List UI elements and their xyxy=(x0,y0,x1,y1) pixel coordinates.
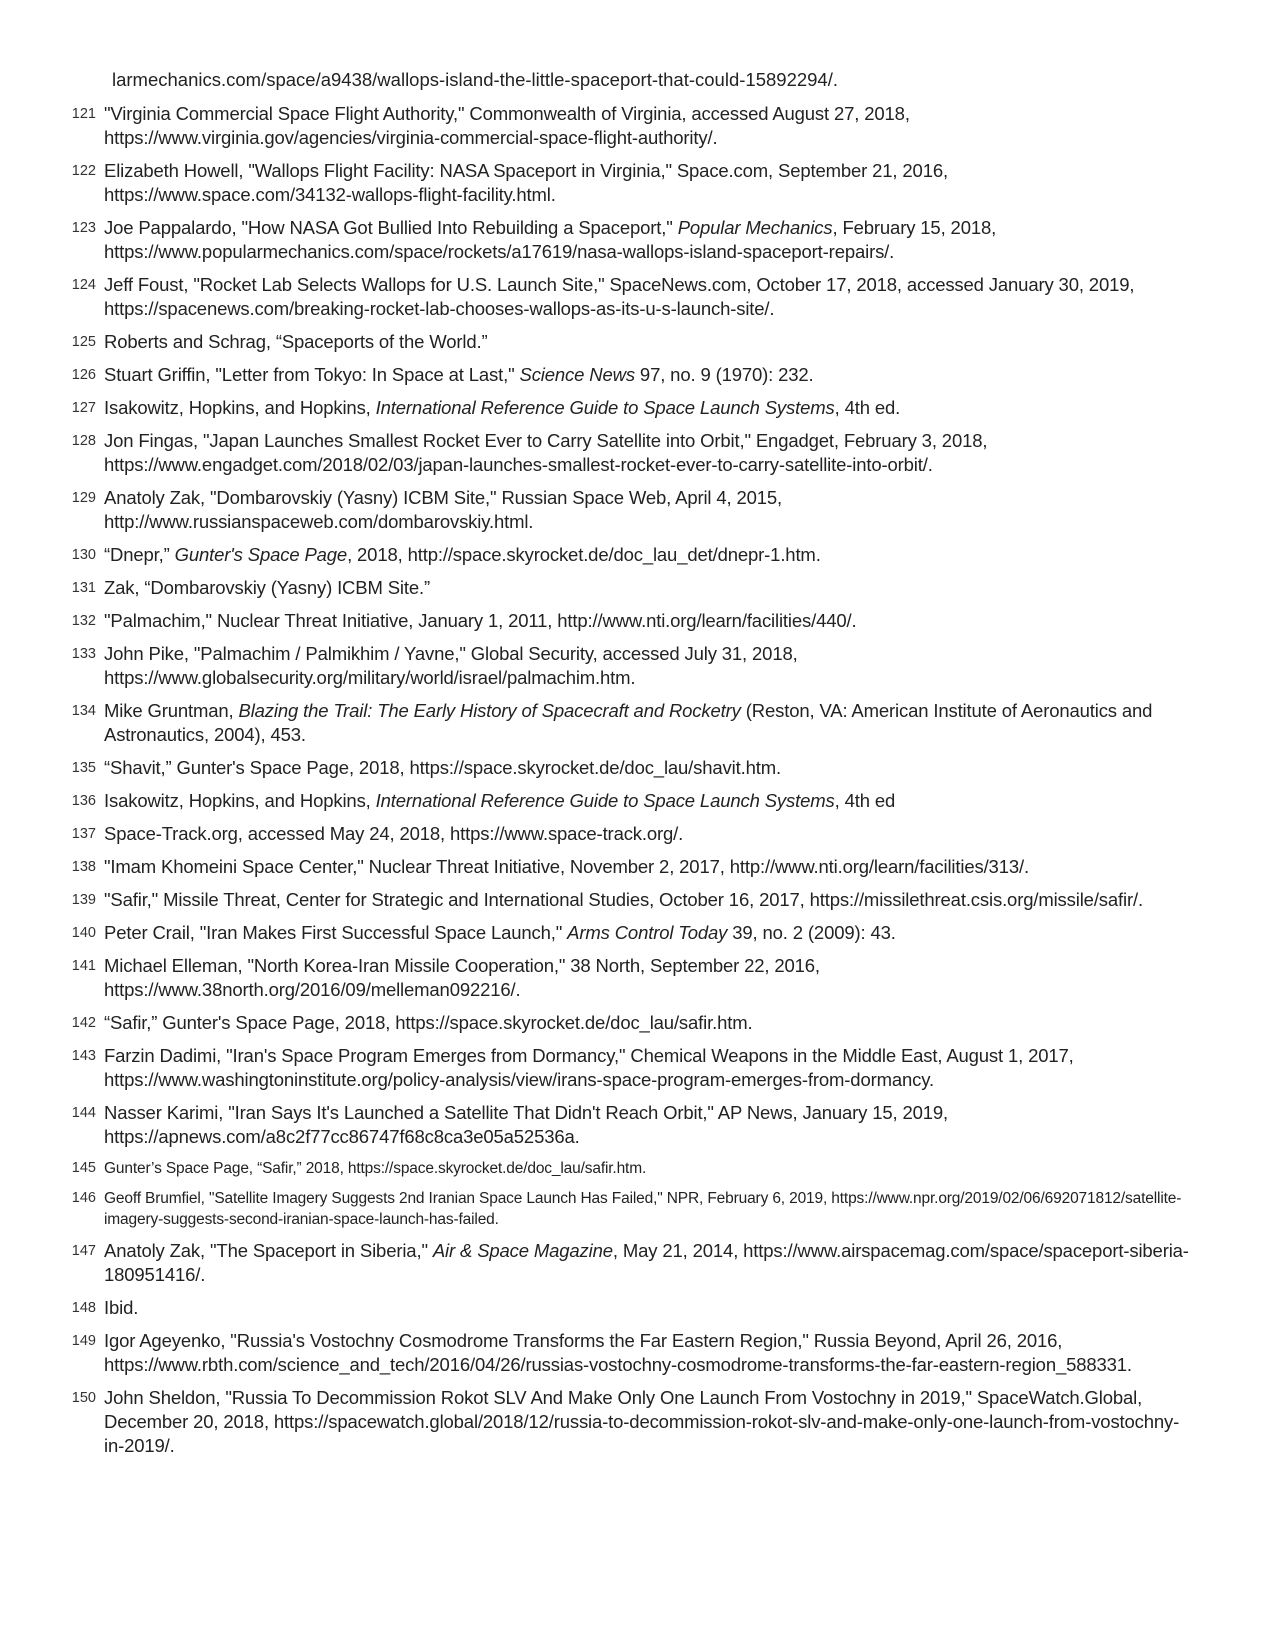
endnote-number: 134 xyxy=(71,703,96,719)
endnote-number: 129 xyxy=(71,490,96,506)
endnote-number: 122 xyxy=(71,163,96,179)
endnote-text xyxy=(104,699,1194,747)
endnote-135 xyxy=(0,756,1215,780)
endnote-number: 131 xyxy=(71,580,96,596)
endnote-text-run: Joe Pappalardo, "How NASA Got Bullied Into Rebuilding a Spaceport," xyxy=(104,217,678,238)
endnote-146 xyxy=(0,1188,1215,1230)
endnote-text xyxy=(104,102,1194,150)
endnote-number: 145 xyxy=(71,1160,96,1176)
endnote-number: 137 xyxy=(71,826,96,842)
endnote-144 xyxy=(0,1101,1215,1149)
endnote-137 xyxy=(0,822,1215,846)
endnote-150 xyxy=(0,1386,1215,1458)
endnote-141 xyxy=(0,954,1215,1002)
endnote-italic-title: Science News xyxy=(519,364,635,385)
endnote-number: 126 xyxy=(71,367,96,383)
endnote-text-run: Anatoly Zak, "Dombarovskiy (Yasny) ICBM Site," Russian Space Web, April 4, 2015, http://www.russianspaceweb.com/dombarovskiy.html. xyxy=(104,487,783,532)
endnote-number: 143 xyxy=(71,1048,96,1064)
endnote-number: 136 xyxy=(71,793,96,809)
endnote-text-run: 97, no. 9 (1970): 232. xyxy=(634,364,814,385)
endnote-text-run: Zak, “Dombarovskiy (Yasny) ICBM Site.” xyxy=(104,577,430,598)
endnote-number: 121 xyxy=(71,106,96,122)
endnote-number: 146 xyxy=(71,1190,96,1206)
endnote-text xyxy=(104,1386,1194,1458)
endnote-text xyxy=(104,576,1194,600)
endnote-italic-title: International Reference Guide to Space Launch Systems xyxy=(375,790,835,811)
endnote-number: 141 xyxy=(71,958,96,974)
endnote-number: 128 xyxy=(71,433,96,449)
endnote-number: 125 xyxy=(71,334,96,350)
endnote-text xyxy=(104,1239,1194,1287)
endnote-italic-title: Arms Control Today xyxy=(567,922,728,943)
endnote-text xyxy=(104,855,1194,879)
endnote-text xyxy=(104,216,1194,264)
endnote-text xyxy=(104,1044,1194,1092)
endnote-number: 148 xyxy=(71,1300,96,1316)
endnote-text-run: 39, no. 2 (2009): 43. xyxy=(727,922,896,943)
endnote-138 xyxy=(0,855,1215,879)
endnote-italic-title: Popular Mechanics xyxy=(677,217,833,238)
endnote-148 xyxy=(0,1296,1215,1320)
endnote-text xyxy=(104,273,1194,321)
endnote-text-run: Ibid. xyxy=(104,1297,139,1318)
endnote-text-run: Roberts and Schrag, “Spaceports of the World.” xyxy=(104,331,488,352)
endnote-text-run: "Safir," Missile Threat, Center for Strategic and International Studies, October 16, 2017, https://missilethreat.csis.org/missile/safir/. xyxy=(104,889,1143,910)
endnote-text-run: "Palmachim," Nuclear Threat Initiative, January 1, 2011, http://www.nti.org/learn/facilities/440/. xyxy=(104,610,857,631)
endnote-number: 133 xyxy=(71,646,96,662)
endnote-text xyxy=(104,954,1194,1002)
endnote-number: 135 xyxy=(71,760,96,776)
endnote-text-run: “Shavit,” Gunter's Space Page, 2018, https://space.skyrocket.de/doc_lau/shavit.htm. xyxy=(104,757,781,778)
endnote-129 xyxy=(0,486,1215,534)
endnote-text xyxy=(104,1158,1194,1179)
endnote-text xyxy=(104,1101,1194,1149)
endnote-italic-title: Gunter's Space Page xyxy=(174,544,348,565)
endnote-italic-title: International Reference Guide to Space Launch Systems xyxy=(375,397,835,418)
endnote-126 xyxy=(0,363,1215,387)
endnote-text-run: (Reston, VA: American Institute of Aeronautics and Astronautics, 2004), 453. xyxy=(104,700,1153,745)
endnote-text xyxy=(104,159,1194,207)
endnote-133 xyxy=(0,642,1215,690)
endnote-text-run: Jeff Foust, "Rocket Lab Selects Wallops for U.S. Launch Site," SpaceNews.com, October 17, 2018, accessed January 30, 2019, https://spacenews.com/breaking-rocket-lab-chooses-wallops-as-its-u-s-launch-site/. xyxy=(104,274,1135,319)
endnote-text-run: Isakowitz, Hopkins, and Hopkins, xyxy=(104,397,376,418)
endnote-number: 144 xyxy=(71,1105,96,1121)
endnote-number: 147 xyxy=(71,1243,96,1259)
endnote-131 xyxy=(0,576,1215,600)
endnote-text xyxy=(104,1296,1194,1320)
endnote-125 xyxy=(0,330,1215,354)
endnote-124 xyxy=(0,273,1215,321)
endnote-149 xyxy=(0,1329,1215,1377)
endnote-text xyxy=(104,1011,1194,1035)
endnote-text-run: Gunter’s Space Page, “Safir,” 2018, https://space.skyrocket.de/doc_lau/safir.htm. xyxy=(104,1160,647,1177)
endnote-text-run: Peter Crail, "Iran Makes First Successful Space Launch," xyxy=(104,922,568,943)
endnote-text xyxy=(104,756,1194,780)
endnote-number: 140 xyxy=(71,925,96,941)
endnote-145 xyxy=(0,1158,1215,1179)
endnote-text xyxy=(104,543,1194,567)
endnote-134 xyxy=(0,699,1215,747)
endnote-text-run: Stuart Griffin, "Letter from Tokyo: In Space at Last," xyxy=(104,364,520,385)
endnote-text xyxy=(104,609,1194,633)
endnote-123 xyxy=(0,216,1215,264)
endnote-number: 127 xyxy=(71,400,96,416)
endnote-number: 139 xyxy=(71,892,96,908)
endnote-text xyxy=(104,486,1194,534)
endnote-text-run: Space-Track.org, accessed May 24, 2018, https://www.space-track.org/. xyxy=(104,823,684,844)
endnote-text xyxy=(104,363,1194,387)
endnote-number: 138 xyxy=(71,859,96,875)
endnote-text-run: , May 21, 2014, https://www.airspacemag.com/space/spaceport-siberia-180951416/. xyxy=(104,1240,1189,1285)
endnote-text xyxy=(104,396,1194,420)
endnote-132 xyxy=(0,609,1215,633)
endnote-130 xyxy=(0,543,1215,567)
endnote-text-run: "Imam Khomeini Space Center," Nuclear Threat Initiative, November 2, 2017, http://www.nti.org/learn/facilities/313/. xyxy=(104,856,1029,877)
endnote-text-run: , February 15, 2018, https://www.popularmechanics.com/space/rockets/a17619/nasa-wallops-island-spaceport-repairs/. xyxy=(104,217,997,262)
endnote-italic-title: Air & Space Magazine xyxy=(432,1240,613,1261)
endnote-text-run: , 4th ed. xyxy=(834,397,901,418)
endnote-text-run: , 2018, http://space.skyrocket.de/doc_lau_det/dnepr-1.htm. xyxy=(347,544,821,565)
endnote-text-run: "Virginia Commercial Space Flight Authority," Commonwealth of Virginia, accessed August 27, 2018, https://www.virginia.gov/agencies/virginia-commercial-space-flight-authority/. xyxy=(104,103,910,148)
endnote-number: 142 xyxy=(71,1015,96,1031)
endnote-text-run: Jon Fingas, "Japan Launches Smallest Rocket Ever to Carry Satellite into Orbit," Engadget, February 3, 2018, https://www.engadget.com/2018/02/03/japan-launches-smallest-rocket-ever-to-carry-satellite-into-orbit/. xyxy=(104,430,988,475)
endnotes-list xyxy=(0,102,1215,1458)
endnote-139 xyxy=(0,888,1215,912)
endnote-number: 123 xyxy=(71,220,96,236)
endnote-136 xyxy=(0,789,1215,813)
endnote-text xyxy=(104,921,1194,945)
endnote-text xyxy=(104,330,1194,354)
continued-note-line: larmechanics.com/space/a9438/wallops-island-the-little-spaceport-that-could-15892294/. xyxy=(112,69,838,90)
endnote-text xyxy=(104,888,1194,912)
endnote-121 xyxy=(0,102,1215,150)
endnote-128 xyxy=(0,429,1215,477)
endnote-text xyxy=(104,642,1194,690)
endnote-text-run: Anatoly Zak, "The Spaceport in Siberia," xyxy=(104,1240,433,1261)
endnote-text-run: , 4th ed xyxy=(834,790,896,811)
endnote-140 xyxy=(0,921,1215,945)
endnote-text-run: Farzin Dadimi, "Iran's Space Program Emerges from Dormancy," Chemical Weapons in the Middle East, August 1, 2017, https://www.washingtoninstitute.org/policy-analysis/view/irans-space-program-emerges-from-dormancy. xyxy=(104,1045,1074,1090)
endnote-text xyxy=(104,789,1194,813)
endnote-number: 150 xyxy=(71,1390,96,1406)
endnote-text xyxy=(104,1188,1194,1230)
endnote-122 xyxy=(0,159,1215,207)
endnote-text-run: “Safir,” Gunter's Space Page, 2018, https://space.skyrocket.de/doc_lau/safir.htm. xyxy=(104,1012,753,1033)
endnote-147 xyxy=(0,1239,1215,1287)
endnote-text-run: John Sheldon, "Russia To Decommission Rokot SLV And Make Only One Launch From Vostochny in 2019," SpaceWatch.Global, December 20, 2018, https://spacewatch.global/2018/12/russia-to-decommission-rokot-slv-and-make-only-one-launch-from-vostochny-in-2019/. xyxy=(104,1387,1180,1456)
endnote-text-run: Nasser Karimi, "Iran Says It's Launched a Satellite That Didn't Reach Orbit," AP News, January 15, 2019, https://apnews.com/a8c2f77cc86747f68c8ca3e05a52536a. xyxy=(104,1102,949,1147)
endnote-text-run: Elizabeth Howell, "Wallops Flight Facility: NASA Spaceport in Virginia," Space.com, September 21, 2016, https://www.space.com/34132-wallops-flight-facility.html. xyxy=(104,160,948,205)
endnote-text-run: Geoff Brumfiel, "Satellite Imagery Suggests 2nd Iranian Space Launch Has Failed," NPR, February 6, 2019, https://www.npr.org/2019/02/06/692071812/satellite-imagery-suggests-second-iranian-space-launch-has-failed. xyxy=(104,1190,1182,1228)
endnote-text xyxy=(104,429,1194,477)
endnote-text xyxy=(104,822,1194,846)
endnote-127 xyxy=(0,396,1215,420)
endnote-text-run: Mike Gruntman, xyxy=(104,700,239,721)
endnote-number: 124 xyxy=(71,277,96,293)
endnote-text-run: Michael Elleman, "North Korea-Iran Missile Cooperation," 38 North, September 22, 2016, https://www.38north.org/2016/09/melleman092216/. xyxy=(104,955,820,1000)
endnote-text xyxy=(104,1329,1194,1377)
endnote-text-run: “Dnepr,” xyxy=(104,544,175,565)
endnote-text-run: John Pike, "Palmachim / Palmikhim / Yavne," Global Security, accessed July 31, 2018, https://www.globalsecurity.org/military/world/israel/palmachim.htm. xyxy=(104,643,798,688)
endnote-italic-title: Blazing the Trail: The Early History of Spacecraft and Rocketry xyxy=(238,700,741,721)
endnote-143 xyxy=(0,1044,1215,1092)
endnote-142 xyxy=(0,1011,1215,1035)
endnote-number: 149 xyxy=(71,1333,96,1349)
endnote-number: 130 xyxy=(71,547,96,563)
endnote-text-run: Igor Ageyenko, "Russia's Vostochny Cosmodrome Transforms the Far Eastern Region," Russia Beyond, April 26, 2016, https://www.rbth.com/science_and_tech/2016/04/26/russias-vostochny-cosmodrome-transforms-the-far-eastern-region_588331. xyxy=(104,1330,1132,1375)
endnote-number: 132 xyxy=(71,613,96,629)
endnote-text-run: Isakowitz, Hopkins, and Hopkins, xyxy=(104,790,376,811)
